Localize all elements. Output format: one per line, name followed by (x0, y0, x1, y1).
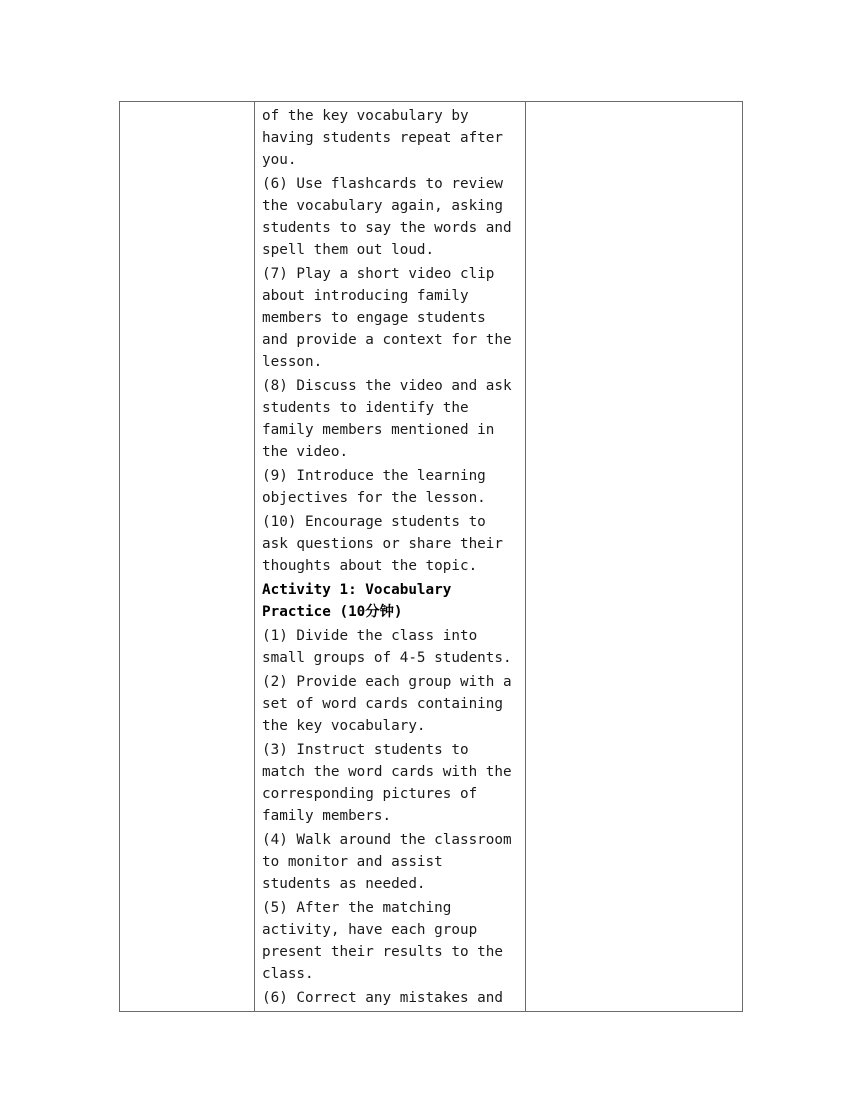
table-row (120, 102, 743, 1012)
paragraph: (10) Encourage students to ask questions or share their thoughts about the topic. (262, 514, 504, 574)
paragraph: (3) Instruct students to match the word cards with the corresponding pictures of family members. (262, 742, 512, 824)
paragraph: (1) Divide the class into small groups of 4-5 students. (262, 628, 512, 666)
right-column-cell (526, 102, 743, 1012)
paragraph: (7) Play a short video clip about introducing family members to engage students and provide a context for the lesson. (262, 266, 512, 370)
paragraph: (6) Correct any mistakes and (262, 990, 504, 1006)
paragraph: (5) After the matching activity, have each group present their results to the class. (262, 900, 504, 982)
paragraph: (8) Discuss the video and ask students to identify the family members mentioned in the video. (262, 378, 512, 460)
paragraph: of the key vocabulary by having students repeat after you. (262, 108, 504, 168)
procedure-text (255, 102, 525, 1009)
paragraph: (4) Walk around the classroom to monitor and assist students as needed. (262, 832, 512, 892)
activity-heading: Activity 1: Vocabulary Practice (10分钟) (262, 582, 452, 620)
procedure-column-cell (255, 102, 526, 1012)
left-column-text (120, 102, 254, 105)
left-column-cell (120, 102, 255, 1012)
paragraph: (9) Introduce the learning objectives for the lesson. (262, 468, 486, 506)
lesson-plan-table (119, 101, 743, 1012)
paragraph: (2) Provide each group with a set of word cards containing the key vocabulary. (262, 674, 512, 734)
right-column-text (526, 102, 742, 105)
paragraph: (6) Use flashcards to review the vocabulary again, asking students to say the words and spell them out loud. (262, 176, 512, 258)
